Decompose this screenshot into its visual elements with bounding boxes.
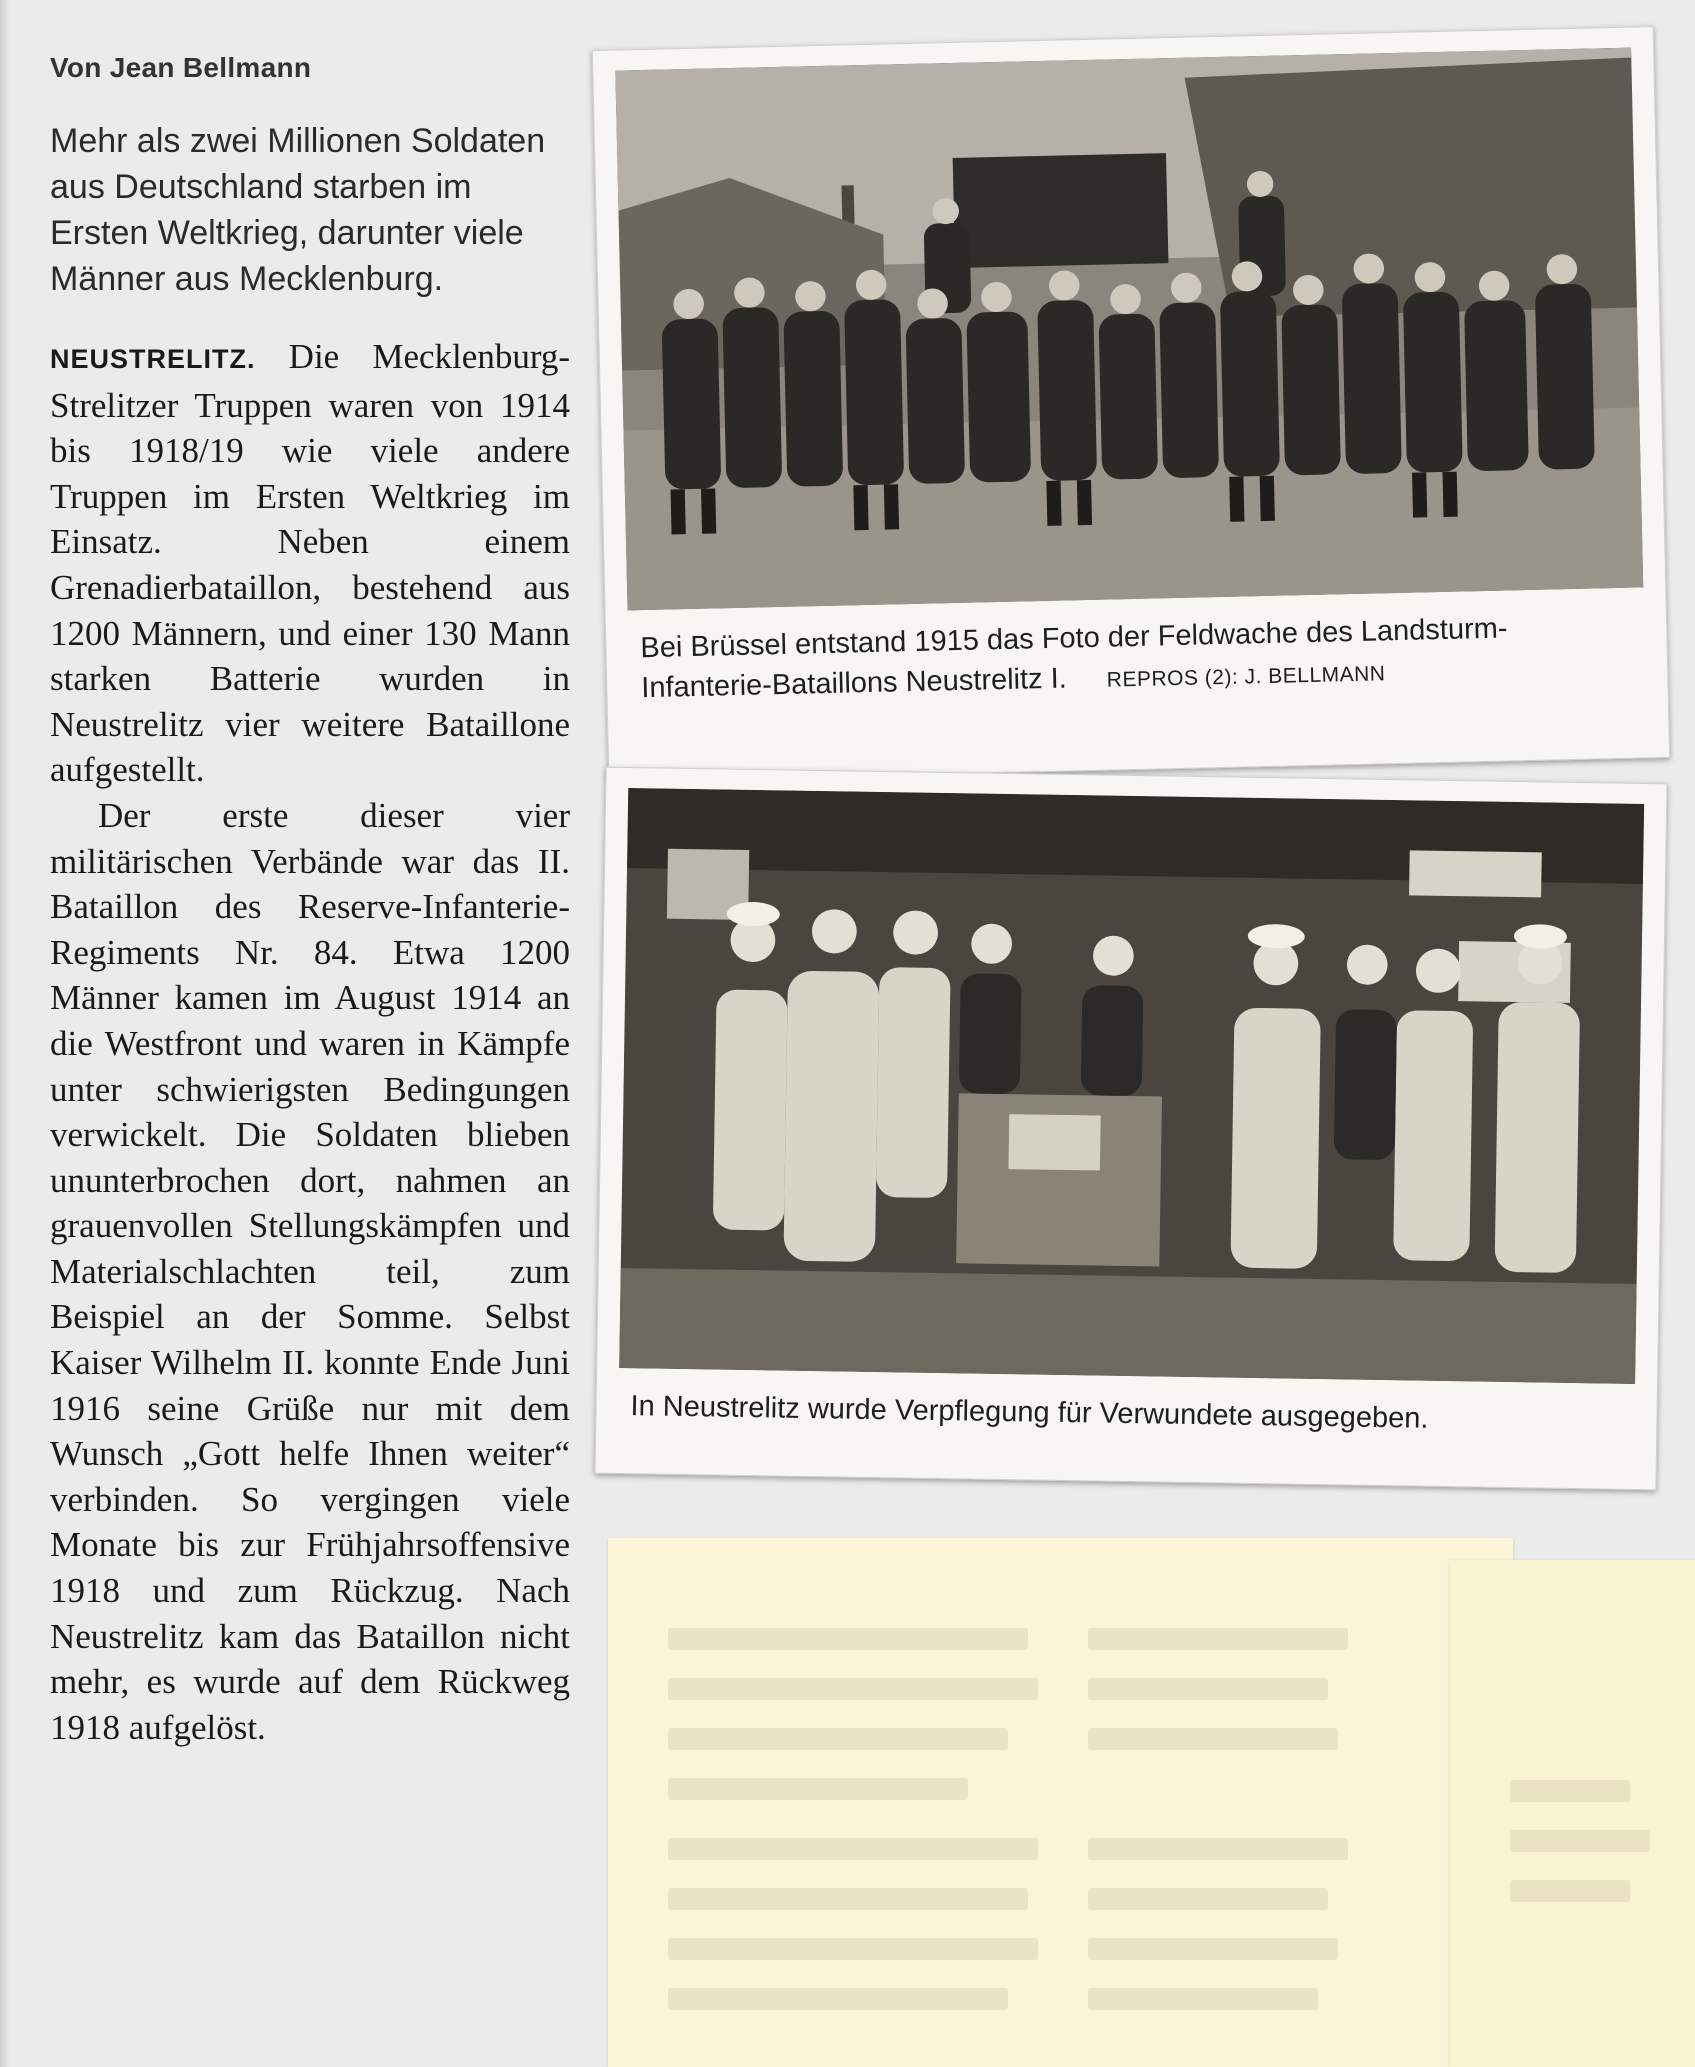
photo-credit: REPROS (2): J. BELLMANN	[1106, 662, 1386, 692]
teaser: Mehr als zwei Millionen Soldaten aus Deutschland starben im Ersten Weltkrieg, darunter viele Männer aus Mecklenburg.	[50, 122, 546, 298]
byline: Von Jean Bellmann	[50, 52, 312, 83]
yellow-note-paper-right	[1450, 1560, 1695, 2067]
paragraph-1-text: Die Mecklenburg-Strelitzer Truppen waren von 1914 bis 1918/19 wie viele andere Truppen im Ersten Weltkrieg im Einsatz. Neben einem Grenadierbataillon, bestehend aus 1200 Männern, und einer 130 Mann starken Batterie wurden in Neustrelitz vier weitere Bataillone aufgestellt.	[50, 337, 570, 790]
photo-card-rations	[595, 767, 1668, 1491]
article-column	[50, 52, 570, 1750]
cooks-serving-photo	[619, 788, 1644, 1384]
photo-caption-2: In Neustrelitz wurde Verpflegung für Verwundete ausgegeben.	[630, 1390, 1429, 1435]
article-body	[50, 334, 570, 1750]
paragraph-2: Der erste dieser vier militärischen Verbände war das II. Bataillon des Reserve-Infanterie-Regiments Nr. 84. Etwa 1200 Männer kamen im August 1914 an die Westfront und waren in Kämpfe unter schwierigsten Bedingungen verwickelt. Die Soldaten blieben ununterbrochen dort, nahmen an grauenvollen Stellungskämpfen und Materialschlachten teil, zum Beispiel an der Somme. Selbst Kaiser Wilhelm II. konnte Ende Juni 1916 seine Grüße nur mit dem Wunsch „Gott helfe Ihnen weiter“ verbinden. So vergingen viele Monate bis zur Frühjahrsoffensive 1918 und zum Rückzug. Nach Neustrelitz kam das Bataillon nicht mehr, es wurde auf dem Rückweg 1918 aufgelöst.	[50, 795, 570, 1747]
yellow-note-paper	[608, 1538, 1513, 2067]
dateline: NEUSTRELITZ.	[50, 344, 256, 374]
caption-1-text: Bei Brüssel entstand 1915 das Foto der Feldwache des Landsturm-Infanterie-Bataillons Neustrelitz I.	[640, 612, 1508, 705]
photo-field-guard	[615, 48, 1643, 611]
page-fold-edge	[0, 0, 10, 2067]
photo-caption-1	[640, 606, 1638, 712]
photo-card-field-guard	[592, 26, 1670, 782]
soldiers-group-photo	[615, 48, 1643, 611]
photo-rations	[619, 788, 1644, 1384]
paragraph-1	[50, 334, 570, 793]
